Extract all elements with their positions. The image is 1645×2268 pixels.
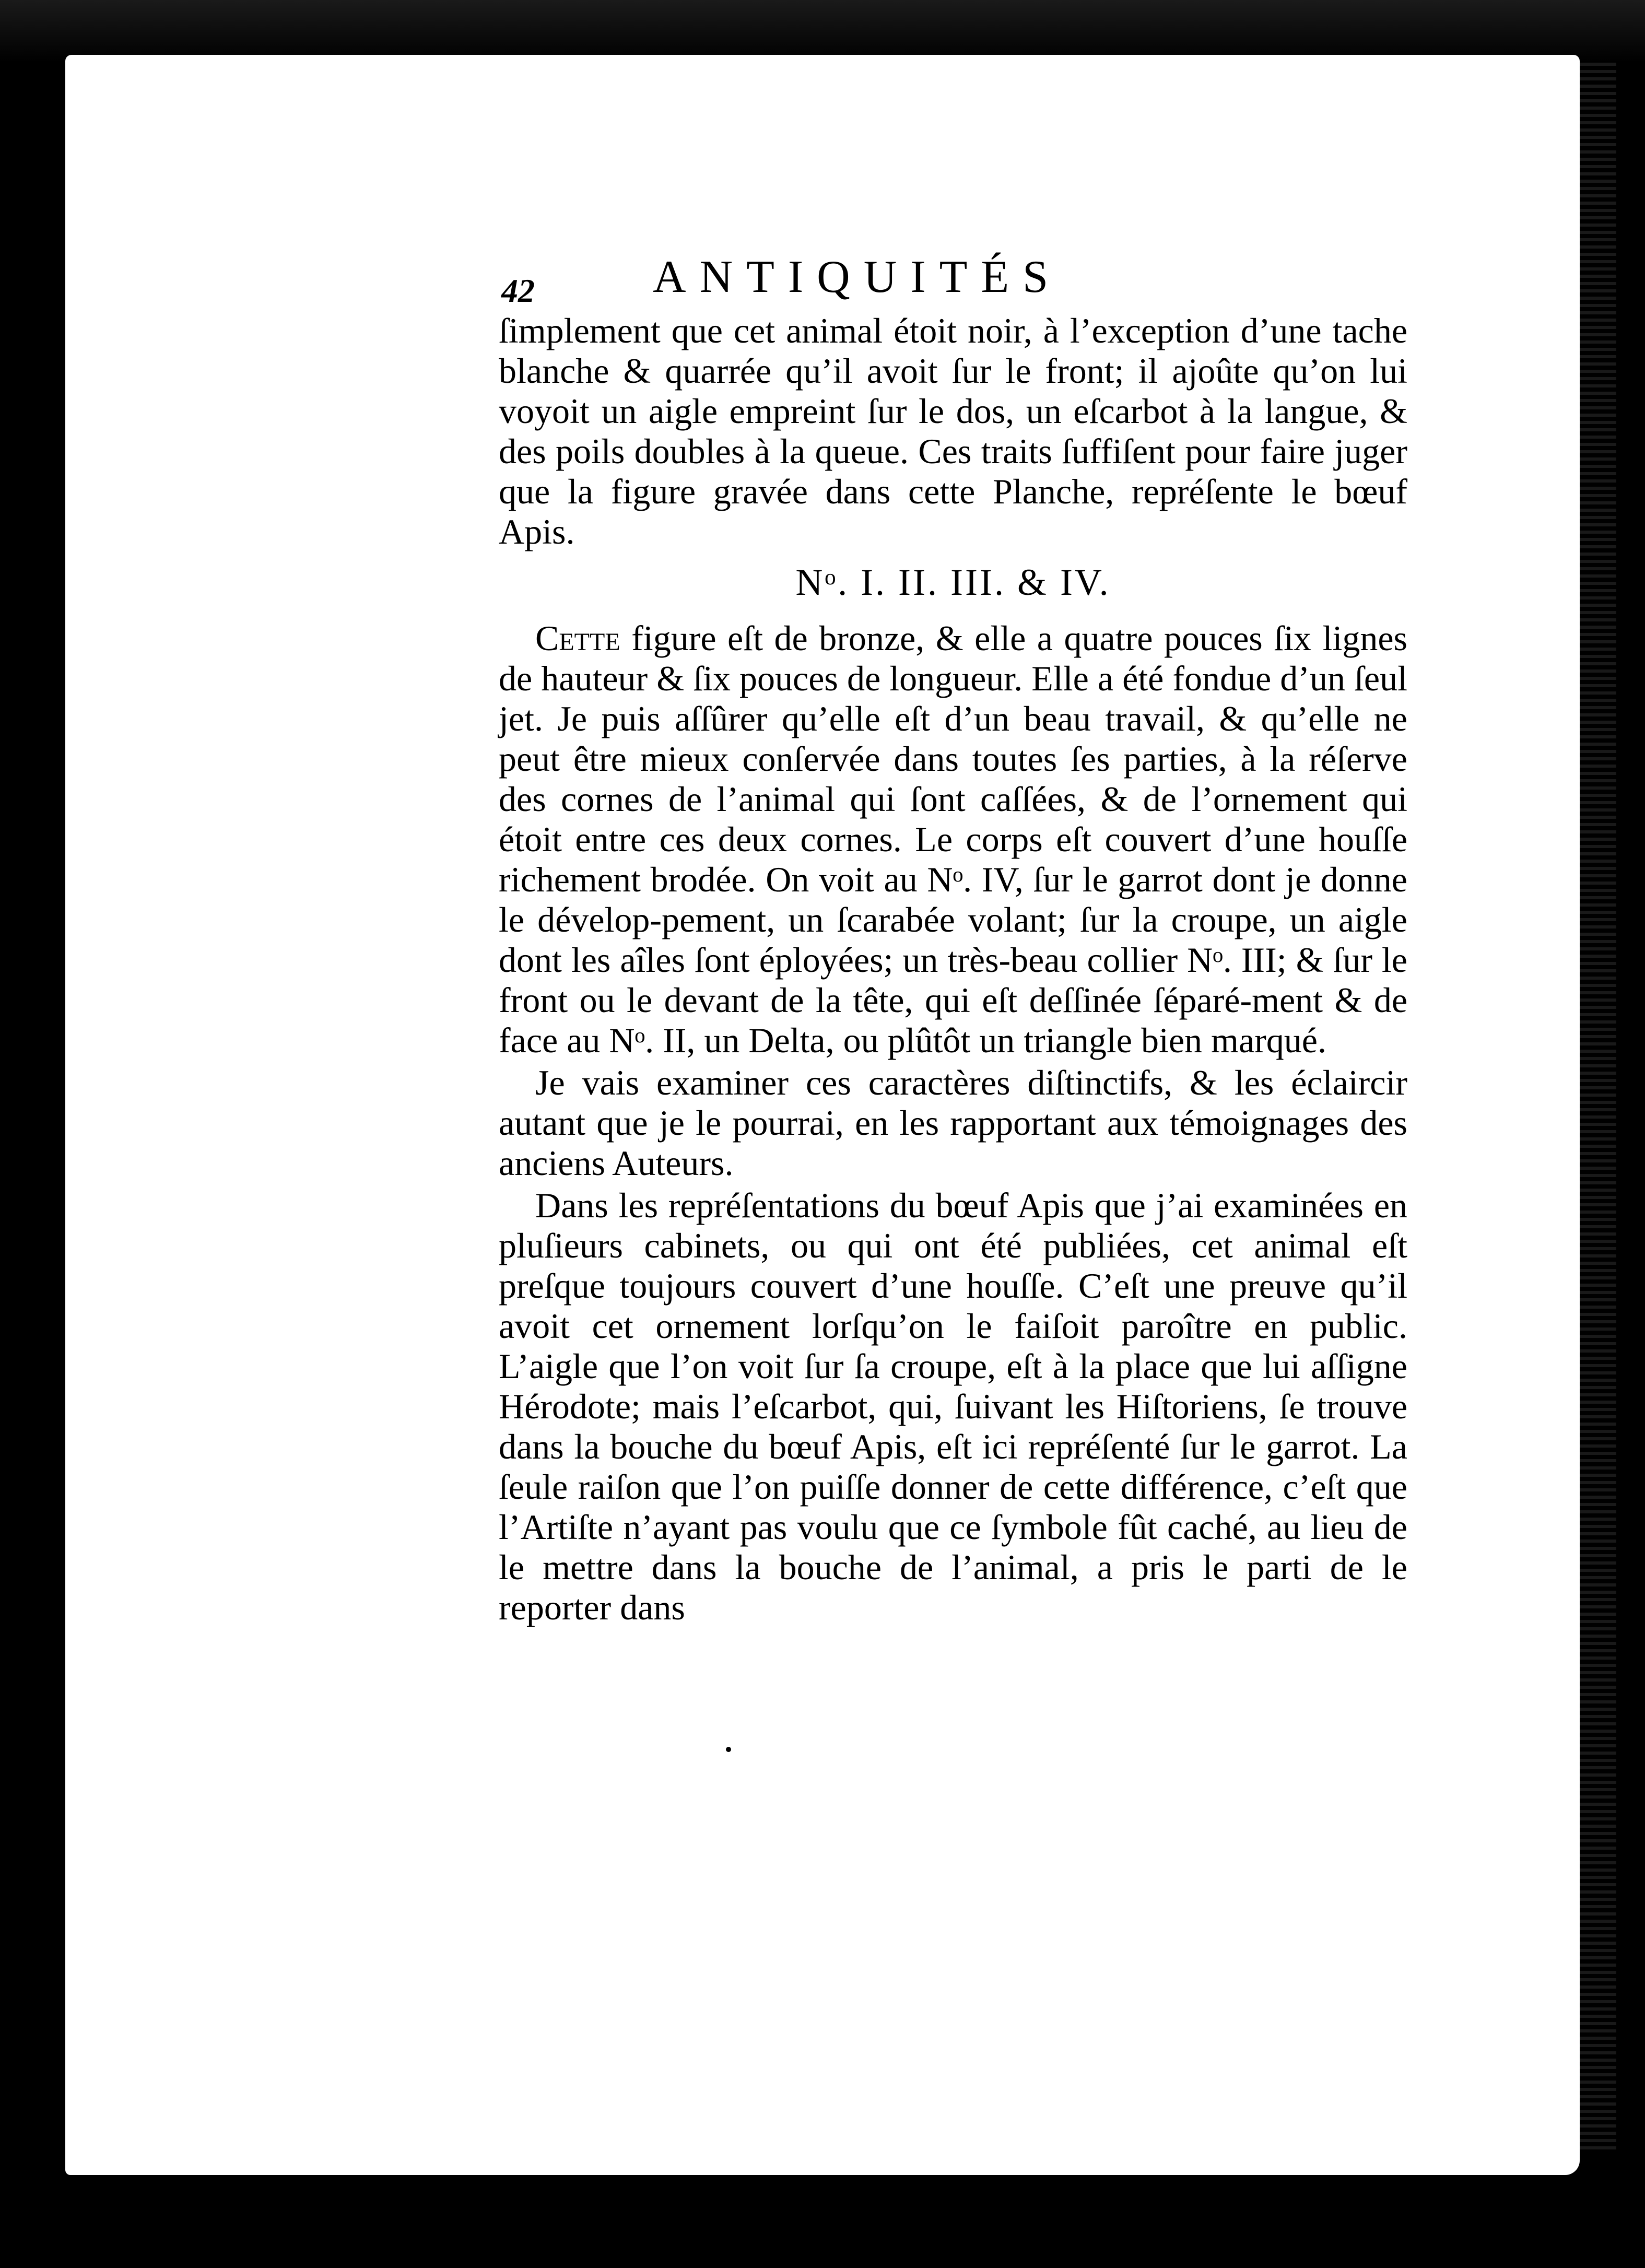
paragraph-1	[499, 618, 1407, 1061]
running-title: ANTIQUITÉS	[653, 252, 1062, 302]
page-number: 42	[501, 272, 535, 309]
ink-speck	[726, 1747, 731, 1752]
section-heading: Nᵒ. I. II. III. & IV.	[795, 561, 1111, 603]
text-block	[499, 311, 1407, 1628]
paragraph-1-text: figure eſt de bronze, & elle a quatre pouces ſix lignes de hauteur & ſix pouces de longueur. Elle a été fondue d’un ſeul jet. Je puis aſſûrer qu’elle eſt d’un beau travail, & qu’elle ne peut être mieux conſervée dans toutes ſes parties, à la réſerve des cornes de l’animal qui ſont caſſées, & de l’ornement qui étoit entre ces deux cornes. Le corps eſt couvert d’une houſſe richement brodée. On voit au Nᵒ. IV, ſur le garrot dont je donne le dévelop-pement, un ſcarabée volant; ſur la croupe, un aigle dont les aîles ſont éployées; un très-beau collier Nᵒ. III; & ſur le front ou le devant de la tête, qui eſt deſſinée ſéparé-ment & de face au Nᵒ. II, un Delta, ou plûtôt un triangle bien marqué.	[499, 618, 1407, 1060]
scan-border-right	[1580, 63, 1616, 2152]
scan-border-top	[0, 0, 1645, 63]
page-header	[433, 251, 1415, 319]
paragraph-2: Je vais examiner ces caractères diſtinctifs, & les éclaircir autant que je le pourrai, en les rapportant aux témoignages des anciens Auteurs.	[499, 1063, 1407, 1183]
paragraph-1-lead: Cette	[535, 618, 620, 658]
paragraph-3: Dans les repréſentations du bœuf Apis que j’ai examinées en pluſieurs cabinets, ou qui ont été publiées, cet animal eſt preſque toujours couvert d’une houſſe. C’eſt une preuve qu’il avoit cet ornement lorſqu’on le faiſoit paroître en public. L’aigle que l’on voit ſur ſa croupe, eſt à la place que lui aſſigne Hérodote; mais l’eſcarbot, qui, ſuivant les Hiſtoriens, ſe trouve dans la bouche du bœuf Apis, eſt ici repréſenté ſur le garrot. La ſeule raiſon que l’on puiſſe donner de cette différence, c’eſt que l’Artiſte n’ayant pas voulu que ce ſymbole fût caché, au lieu de le mettre dans la bouche de l’animal, a pris le parti de le reporter dans	[499, 1185, 1407, 1627]
paragraph-continued: ſimplement que cet animal étoit noir, à l’exception d’une tache blanche & quarrée qu’il avoit ſur le front; il ajoûte qu’on lui voyoit un aigle empreint ſur le dos, un eſcarbot à la langue, & des poils doubles à la queue. Ces traits ſuffiſent pour faire juger que la figure gravée dans cette Planche, repréſente le bœuf Apis.	[499, 311, 1407, 551]
